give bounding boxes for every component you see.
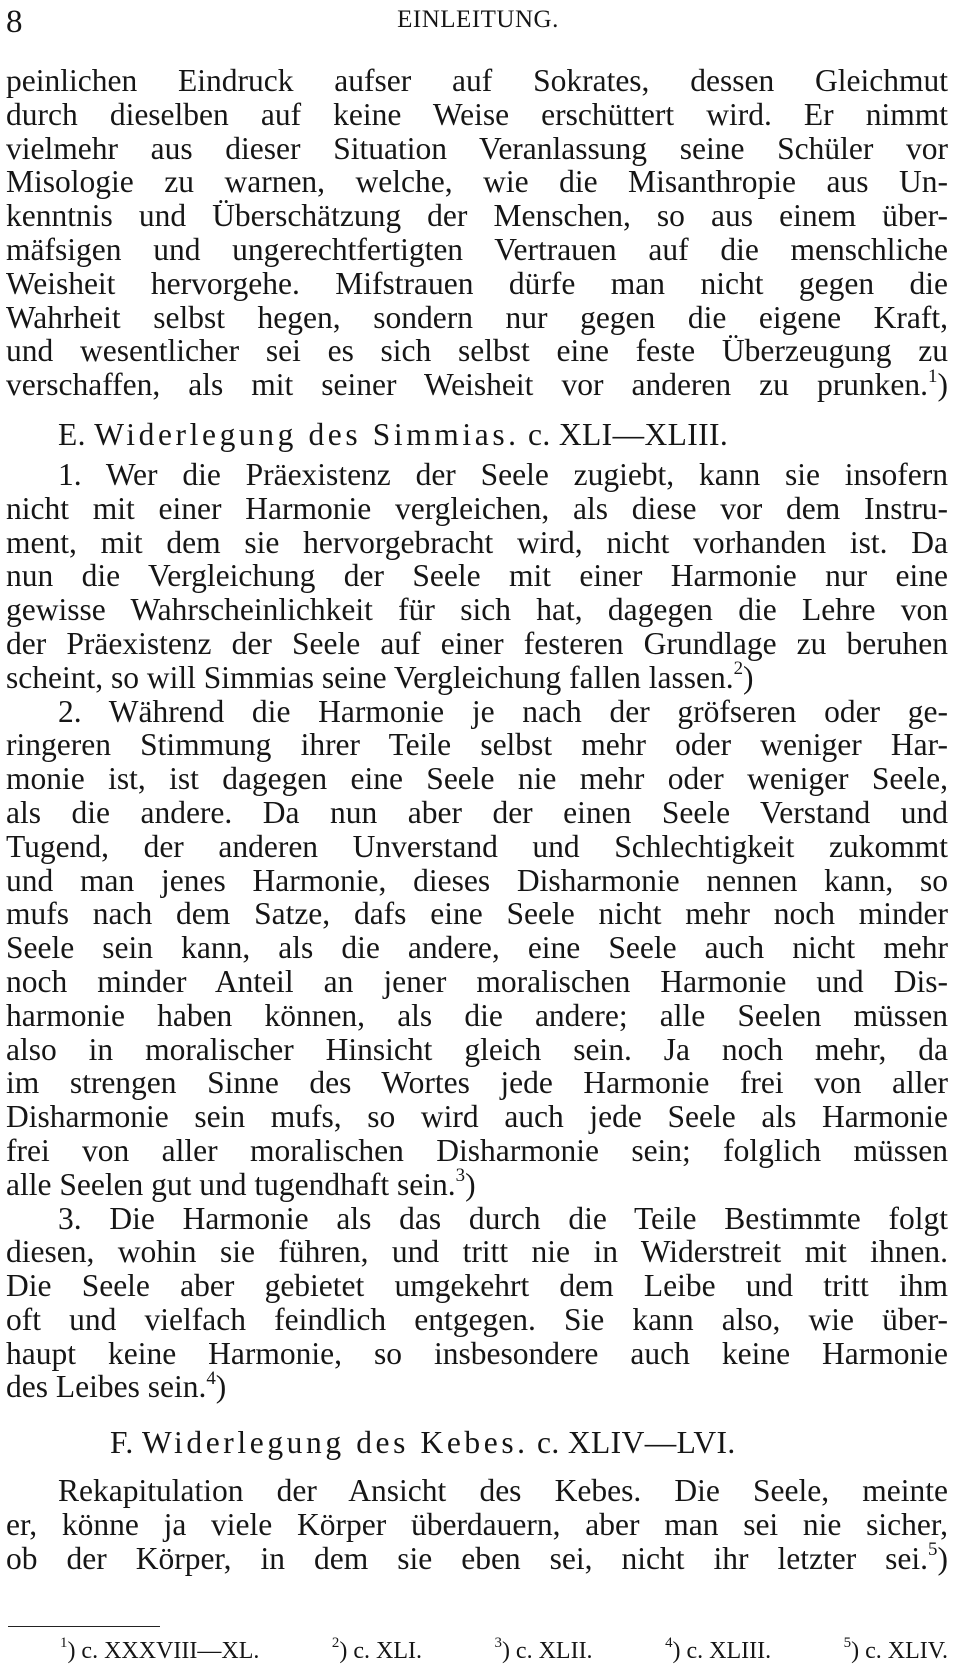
text-line: und wesentlicher sei es sich selbst eine feste Überzeugung zu	[6, 333, 948, 369]
section-letter: E.	[58, 416, 86, 452]
footnote-mark: 5	[843, 1635, 852, 1651]
text-line-with-footnote: alle Seelen gut und tugendhaft sein.$^3$)	[6, 1165, 476, 1202]
text-line: monie ist, ist dagegen eine Seele nie mehr oder weniger Seele,	[6, 761, 948, 797]
footnote-text: ) c. XLII.	[501, 1638, 593, 1664]
text-line: nicht mit einer Harmonie vergleichen, als diese vor dem Instru-	[6, 490, 948, 526]
text-line: diesen, wohin sie führen, und tritt nie in Widerstreit mit ihnen.	[6, 1234, 948, 1270]
text-line: Weisheit hervorgehe. Mifstrauen dürfe man nicht gegen die	[6, 265, 948, 301]
text-line-with-footnote: des Leibes sein.$^4$)	[6, 1367, 227, 1405]
footnote-mark: 2	[331, 1635, 340, 1651]
text-line: 1. Wer die Präexistenz der Seele zugiebt, kann sie insofern	[58, 456, 948, 492]
footnote-rule	[8, 1626, 160, 1627]
text-line: nun die Vergleichung der Seele mit einer Harmonie nur eine	[6, 558, 948, 594]
text-line: alle Seelen gut und tugendhaft sein.	[6, 1166, 456, 1202]
footnote-ref[interactable]: 5	[928, 1539, 938, 1561]
footnote-mark: 1	[60, 1635, 68, 1651]
section-heading-e	[6, 414, 948, 456]
text-line: 3. Die Harmonie als das durch die Teile Bestimmte folgt	[58, 1200, 948, 1236]
text-line-with-footnote: scheint, so will Simmias seine Vergleichung fallen lassen.$^2$)	[6, 658, 754, 695]
text-line: er, könne ja viele Körper überdauern, aber man sei nie sicher,	[6, 1507, 948, 1543]
text-line: haupt keine Harmonie, so insbesondere auch keine Harmonie	[6, 1335, 948, 1371]
footnote-ref[interactable]: 4	[206, 1367, 216, 1389]
text-line: harmonie haben können, als die andere; alle Seelen müssen	[6, 997, 948, 1033]
text-line: peinlichen Eindruck aufser auf Sokrates, dessen Gleichmut	[6, 63, 948, 98]
footnote-5	[844, 1636, 948, 1666]
footnote-mark: 4	[665, 1635, 673, 1651]
page-number: 8	[6, 4, 23, 40]
section-heading-f	[6, 1420, 948, 1466]
text-line: Misologie zu warnen, welche, wie die Misanthropie aus Un-	[6, 164, 948, 200]
footnote-text: ) c. XLI.	[339, 1638, 422, 1664]
text-line: ringeren Stimmung ihrer Teile selbst mehr oder weniger Har-	[6, 727, 948, 763]
text-line-with-footnote: verschaffen, als mit seiner Weisheit vor anderen zu prunken.$^1$)	[6, 365, 948, 403]
text-line: verschaffen, als mit seiner Weisheit vor anderen zu prunken.	[6, 367, 929, 403]
text-line: der Präexistenz der Seele auf einer festeren Grundlage zu beruhen	[6, 625, 948, 661]
footnote-4	[665, 1636, 771, 1666]
text-line: als die andere. Da nun aber der einen Seele Verstand und	[6, 794, 948, 830]
text-line: kenntnis und Überschätzung der Menschen, so aus einem über-	[6, 198, 948, 234]
text-line: im strengen Sinne des Wortes jede Harmonie frei von aller	[6, 1065, 948, 1101]
text-line: also in moralischer Hinsicht gleich sein. Ja noch mehr, da	[6, 1031, 948, 1067]
text-line: Disharmonie sein mufs, so wird auch jede Seele als Harmonie	[6, 1099, 948, 1135]
section-ref: c. XLI—XLIII.	[527, 416, 729, 452]
text-line: Tugend, der anderen Unverstand und Schlechtigkeit zukommt	[6, 828, 948, 864]
text-line: ment, mit dem sie hervorgebracht wird, nicht vorhanden ist. Da	[6, 524, 948, 560]
footnote-1	[60, 1636, 259, 1666]
text-line: Wahrheit selbst hegen, sondern nur gegen die eigene Kraft,	[6, 299, 948, 335]
body-text	[6, 64, 948, 1576]
text-line: durch dieselben auf keine Weise erschüttert wird. Er nimmt	[6, 96, 948, 132]
text-line: Rekapitulation der Ansicht des Kebes. Die Seele, meinte	[58, 1473, 948, 1509]
text-line-with-footnote: ob der Körper, in dem sie eben sei, nicht ihr letzter sei.$^5$)	[6, 1539, 948, 1576]
text-line: des Leibes sein.	[6, 1369, 207, 1405]
text-line: Seele sein kann, als die andere, eine Seele auch nicht mehr	[6, 930, 948, 966]
footnote-ref[interactable]: 1	[928, 365, 938, 387]
text-line: und man jenes Harmonie, dieses Disharmonie nennen kann, so	[6, 862, 948, 898]
text-line: 2. Während die Harmonie je nach der gröfseren oder ge-	[58, 693, 948, 729]
text-line: frei von aller moralischen Disharmonie sein; folglich müssen	[6, 1132, 948, 1168]
text-line: mäfsigen und ungerechtfertigten Vertrauen auf die menschliche	[6, 231, 948, 267]
footnote-2	[332, 1636, 422, 1666]
text-line: scheint, so will Simmias seine Vergleichung fallen lassen.	[6, 659, 734, 695]
text-line: Die Seele aber gebietet umgekehrt dem Leibe und tritt ihm	[6, 1268, 948, 1304]
text-line: gewisse Wahrscheinlichkeit für sich hat, dagegen die Lehre von	[6, 592, 948, 628]
text-line: noch minder Anteil an jener moralischen Harmonie und Dis-	[6, 963, 948, 999]
footnote-mark: 3	[494, 1635, 502, 1651]
footnote-ref[interactable]: 2	[733, 658, 744, 680]
page-header	[6, 0, 950, 50]
text-line: mufs nach dem Satze, dafs eine Seele nicht mehr noch minder	[6, 896, 948, 932]
text-line: ob der Körper, in dem sie eben sei, nicht ihr letzter sei.	[6, 1540, 929, 1576]
footnote-3	[495, 1636, 593, 1666]
section-letter: F.	[110, 1425, 134, 1461]
section-title: Widerlegung des Kebes.	[141, 1425, 529, 1461]
footnote-ref[interactable]: 3	[455, 1165, 466, 1187]
text-line: oft und vielfach feindlich entgegen. Sie kann also, wie über-	[6, 1301, 948, 1337]
footnote-text: ) c. XLIV.	[851, 1638, 948, 1664]
running-head: EINLEITUNG.	[397, 6, 559, 33]
footnote-text: ) c. XLIII.	[672, 1638, 772, 1664]
footnotes	[60, 1636, 948, 1666]
text-line: vielmehr aus dieser Situation Veranlassung seine Schüler vor	[6, 130, 948, 166]
section-title: Widerlegung des Simmias.	[94, 416, 520, 452]
footnote-text: ) c. XXXVIII—XL.	[67, 1638, 260, 1664]
section-ref: c. XLIV—LVI.	[536, 1425, 736, 1461]
